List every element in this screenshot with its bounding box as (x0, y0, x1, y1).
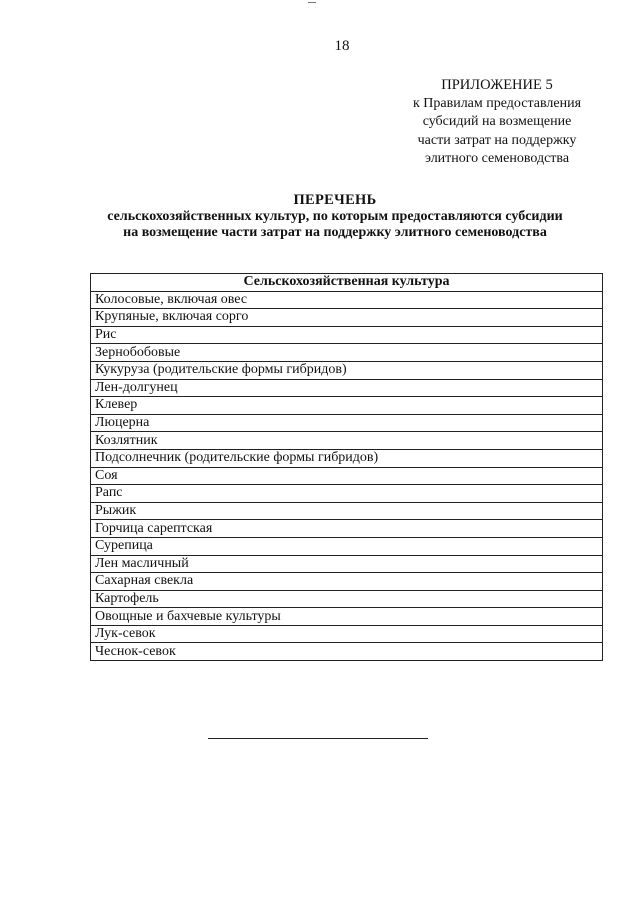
crop-cell: Зернобобовые (91, 344, 603, 362)
document-subtitle-line: на возмещение части затрат на поддержку элитного семеноводства (123, 225, 547, 240)
appendix-line: элитного семеноводства (424, 151, 570, 166)
crop-cell: Овощные и бахчевые культуры (91, 608, 603, 626)
column-header-crop: Сельскохозяйственная культура (91, 274, 603, 292)
crop-cell: Люцерна (91, 414, 603, 432)
crop-cell: Сурепица (91, 537, 603, 555)
table-row (91, 555, 603, 573)
crop-cell: Лен-долгунец (91, 379, 603, 397)
table-row (91, 361, 603, 379)
document-title: ПЕРЕЧЕНЬ (293, 192, 377, 208)
table-row (91, 432, 603, 450)
crop-cell: Лен масличный (91, 555, 603, 573)
table-row (91, 467, 603, 485)
crop-cell: Горчица сарептская (91, 520, 603, 538)
crop-cell: Рыжик (91, 502, 603, 520)
crop-cell: Колосовые, включая овес (91, 291, 603, 309)
crop-cell: Подсолнечник (родительские формы гибридов) (91, 449, 603, 467)
table-header-row (91, 274, 603, 292)
crop-cell: Лук-севок (91, 625, 603, 643)
crop-cell: Клевер (91, 397, 603, 415)
appendix-heading: ПРИЛОЖЕНИЕ 5 (441, 77, 553, 93)
top-mark (308, 2, 316, 3)
crop-cell: Рис (91, 326, 603, 344)
appendix-line: части затрат на поддержку (417, 132, 577, 148)
table-row (91, 608, 603, 626)
table-row (91, 414, 603, 432)
table-row (91, 643, 603, 661)
table-row (91, 625, 603, 643)
document-subtitle-line: сельскохозяйственных культур, по которым предоставляются субсидии (107, 208, 563, 224)
crop-cell: Соя (91, 467, 603, 485)
appendix-line: субсидий на возмещение (422, 114, 572, 129)
table-row (91, 520, 603, 538)
table-row (91, 291, 603, 309)
table-row (91, 485, 603, 503)
document-heading (60, 192, 610, 242)
table-row (91, 573, 603, 591)
crop-cell: Рапс (91, 485, 603, 503)
closing-rule (208, 738, 428, 739)
crop-cell: Сахарная свекла (91, 573, 603, 591)
crop-cell: Козлятник (91, 432, 603, 450)
crop-cell: Крупяные, включая сорго (91, 309, 603, 327)
table-row (91, 326, 603, 344)
table-row (91, 502, 603, 520)
crops-table (90, 273, 603, 661)
crop-cell: Кукуруза (родительские формы гибридов) (91, 361, 603, 379)
crop-cell: Картофель (91, 590, 603, 608)
table-row (91, 537, 603, 555)
table-row (91, 379, 603, 397)
table-row (91, 397, 603, 415)
page-number: 18 (334, 38, 350, 54)
table-row (91, 344, 603, 362)
table-row (91, 449, 603, 467)
table-row (91, 309, 603, 327)
appendix-block (392, 76, 602, 169)
table-row (91, 590, 603, 608)
appendix-line: к Правилам предоставления (412, 95, 582, 111)
crop-cell: Чеснок-севок (91, 643, 603, 661)
